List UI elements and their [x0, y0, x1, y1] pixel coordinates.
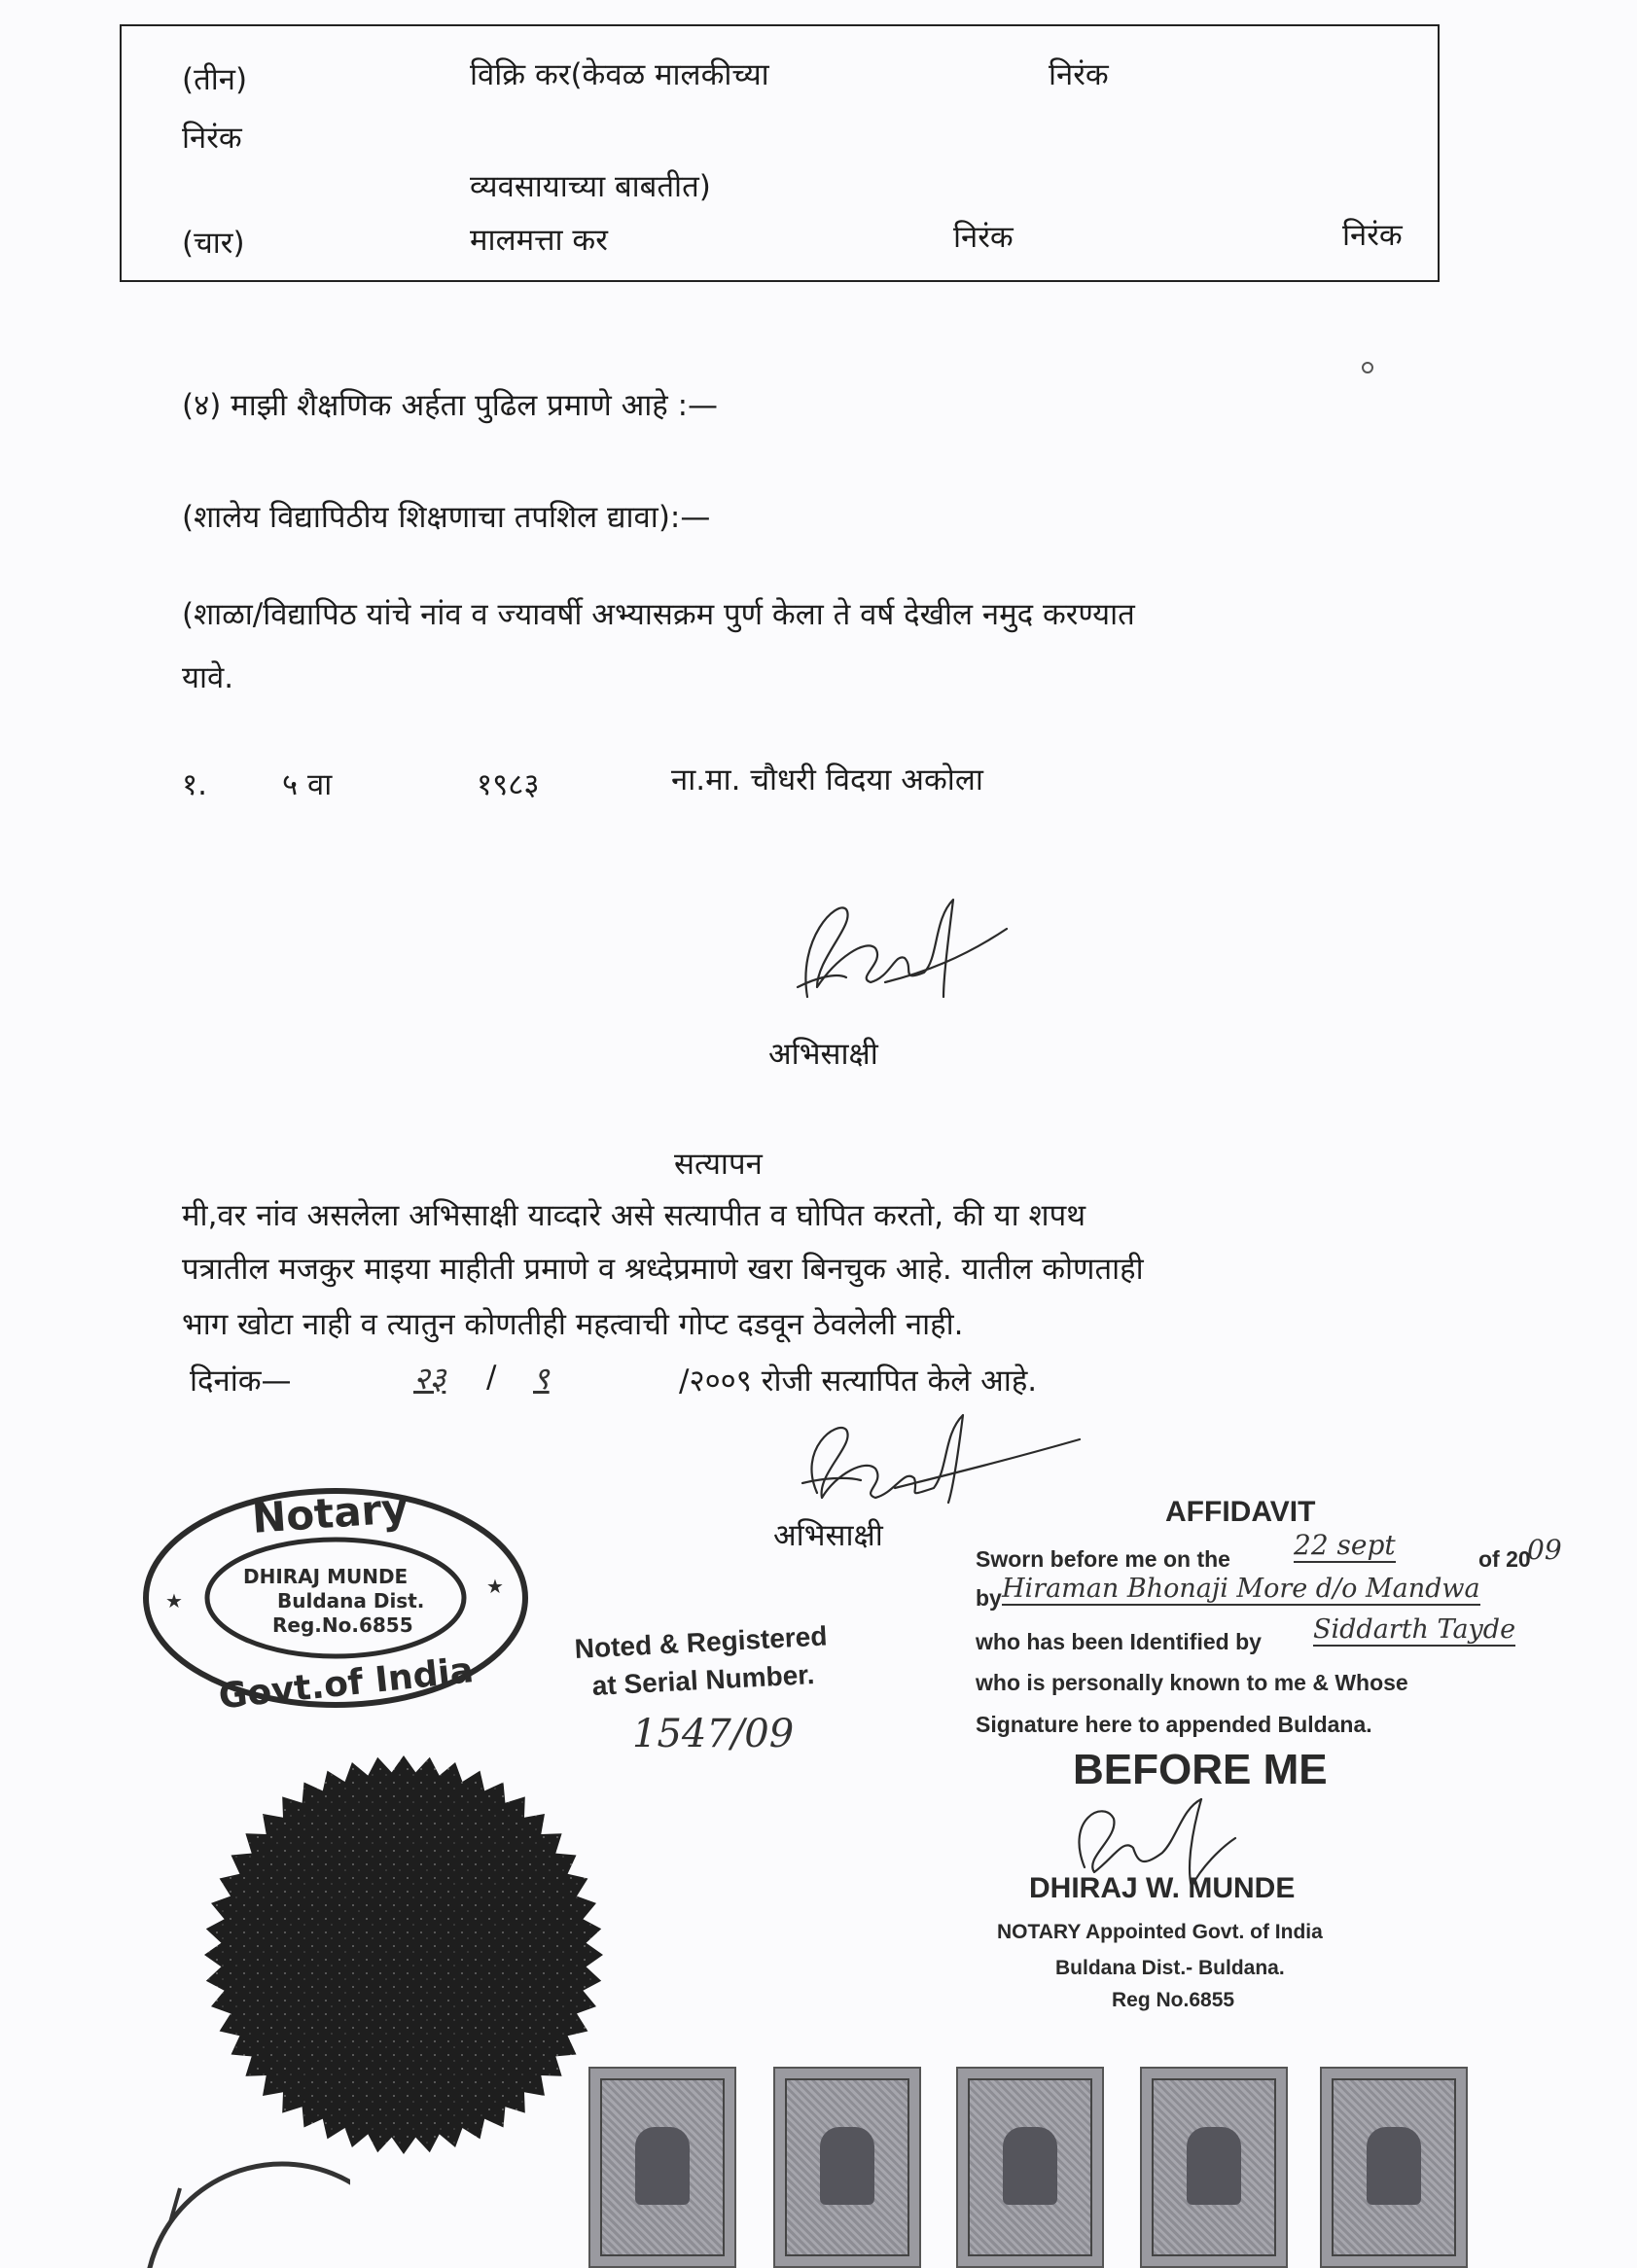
row3-item-line2: व्यवसायाच्या बाबतीत)	[470, 169, 711, 204]
verification-line3: भाग खोटा नाही व त्यातुन कोणतीही महत्वाची गोप्ट दडवून ठेवलेली नाही.	[182, 1307, 964, 1342]
education-note2-line2: यावे.	[182, 660, 234, 695]
register-serial: 1547/09	[632, 1712, 795, 1756]
deponent-label-2: अभिसाक्षी	[773, 1518, 883, 1553]
sworn-year-prefix: of 20	[1478, 1546, 1531, 1572]
known-line: who is personally known to me & Whose	[976, 1670, 1408, 1695]
date-sep-1: /	[486, 1360, 497, 1395]
date-day: २३	[413, 1360, 446, 1397]
row4-col3: निरंक	[953, 220, 1014, 255]
entry-sr: १.	[182, 767, 207, 802]
date-month: ९	[533, 1360, 550, 1397]
row3-item-line1: विक्रि कर(केवळ मालकीच्या	[470, 57, 769, 92]
before-me: BEFORE ME	[1073, 1746, 1328, 1793]
register-line1: Noted & Registered	[574, 1620, 829, 1664]
seal-bottom-text: Govt.of India	[216, 1650, 476, 1718]
seal-line1: DHIRAJ MUNDE	[243, 1565, 409, 1588]
revenue-stamp-3	[956, 2067, 1104, 2268]
row4-item: मालमत्ता कर	[470, 223, 608, 258]
entry-year: १९८३	[477, 767, 540, 802]
row3-number: (तीन)	[182, 62, 248, 97]
stray-mark	[1362, 362, 1373, 373]
notary-name: DHIRAJ W. MUNDE	[1029, 1872, 1296, 1904]
seal-line3: Reg.No.6855	[272, 1613, 413, 1637]
row4-col4: निरंक	[1342, 218, 1403, 253]
education-note2-line1: (शाळा/विद्यापिठ यांचे नांव व ज्यावर्षी अभ्यासक्रम पुर्ण केला ते वर्ष देखील नमुद करण्यात	[182, 597, 1135, 632]
row4-number: (चार)	[182, 226, 245, 261]
seal-star-left: ★	[165, 1589, 183, 1612]
sworn-prefix: Sworn before me on the	[976, 1546, 1230, 1572]
deponent-signature-2	[778, 1400, 1089, 1517]
row3-col3: निरंक	[1049, 57, 1109, 92]
notary-seal	[136, 1476, 535, 1719]
revenue-stamp-2	[773, 2067, 921, 2268]
by-label: by	[976, 1585, 1002, 1611]
verification-line1: मी,वर नांव असलेला अभिसाक्षी याव्दारे असे सत्यापीत व घोपित करतो, की या शपथ	[182, 1198, 1086, 1233]
education-note1: (शालेय विद्यापिठीय शिक्षणाचा तपशिल द्यावा):—	[182, 500, 711, 535]
row3-col4: निरंक	[182, 121, 242, 156]
identifier-name: Siddarth Tayde	[1313, 1614, 1516, 1645]
notary-line1: NOTARY Appointed Govt. of India	[997, 1921, 1323, 1943]
verification-title: सत्यापन	[674, 1147, 763, 1182]
seal-star-right: ★	[486, 1575, 504, 1598]
by-name: Hiraman Bhonaji More d/o Mandwa	[1002, 1574, 1480, 1604]
date-label: दिनांक—	[190, 1364, 292, 1399]
notary-line2: Buldana Dist.- Buldana.	[1055, 1957, 1285, 1979]
revenue-stamp-1	[588, 2067, 736, 2268]
seal-top-text: Notary	[250, 1483, 410, 1542]
embossed-seal	[199, 1751, 608, 2159]
affidavit-title: AFFIDAVIT	[1165, 1496, 1316, 1528]
education-heading: (४) माझी शैक्षणिक अर्हता पुढिल प्रमाणे आहे :—	[182, 388, 719, 423]
identified-label: who has been Identified by	[976, 1629, 1262, 1654]
date-rest: /२००९ रोजी सत्यापित केले आहे.	[679, 1364, 1038, 1399]
sworn-year: 09	[1527, 1534, 1562, 1566]
verification-line2: पत्रातील मजकुर माइया माहीती प्रमाणे व श्रध्देप्रमाणे खरा बिनचुक आहे. यातील कोणताही	[182, 1252, 1144, 1287]
seal-line2: Buldana Dist.	[277, 1589, 425, 1612]
partial-seal-bottom-left	[136, 2154, 350, 2268]
tax-table-box	[120, 24, 1440, 282]
revenue-stamp-4	[1140, 2067, 1288, 2268]
signature-line: Signature here to appended Buldana.	[976, 1712, 1372, 1737]
entry-school: ना.मा. चौधरी विदया अकोला	[671, 762, 983, 797]
deponent-signature-1	[778, 880, 1012, 1026]
sworn-date: 22 sept	[1294, 1529, 1396, 1561]
deponent-label-1: अभिसाक्षी	[768, 1037, 878, 1072]
revenue-stamp-5	[1320, 2067, 1468, 2268]
entry-standard: ५ वा	[282, 767, 333, 802]
register-line2: at Serial Number.	[591, 1659, 816, 1701]
notary-reg: Reg No.6855	[1112, 1989, 1235, 2011]
